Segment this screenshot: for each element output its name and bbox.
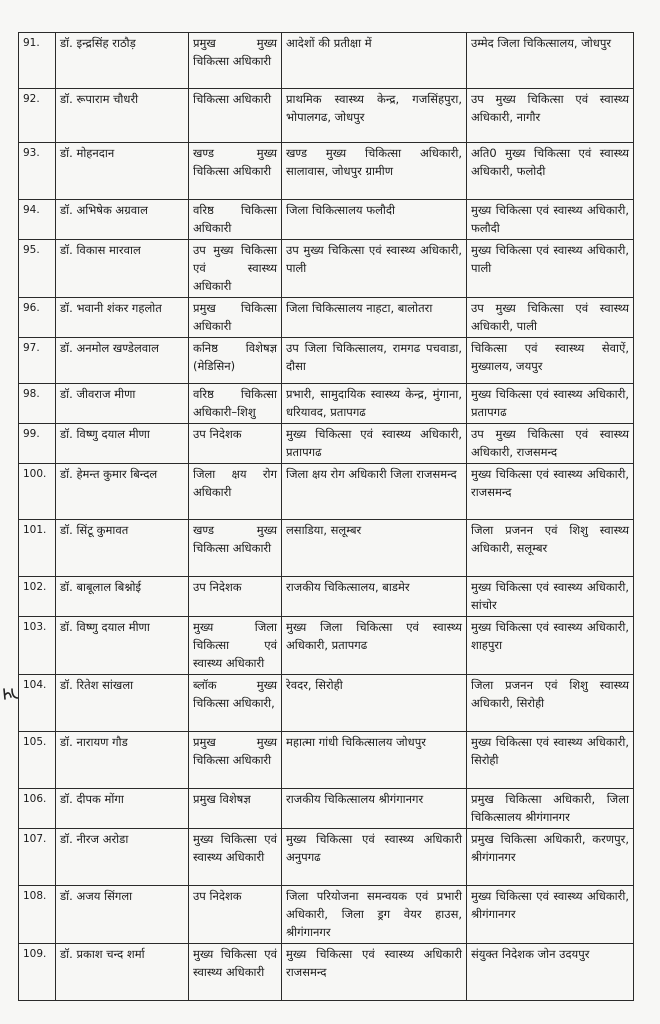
current-posting: जिला परियोजना समन्वयक एवं प्रभारी अधिकारी, जिला ड्रग वेयर हाउस, श्रीगंगानगर (282, 886, 467, 944)
officer-name: डॉ. रितेश सांखला (56, 675, 189, 732)
current-designation: ब्लॉक मुख्य चिकित्सा अधिकारी, (189, 675, 282, 732)
serial-number: 97. (19, 338, 56, 384)
officer-name: डॉ. प्रकाश चन्द शर्मा (56, 944, 189, 1001)
current-designation: उप निदेशक (189, 424, 282, 464)
current-posting: जिला क्षय रोग अधिकारी जिला राजसमन्द (282, 464, 467, 520)
serial-number: 94. (19, 200, 56, 240)
officer-name: डॉ. भवानी शंकर गहलोत (56, 298, 189, 338)
table-row (19, 829, 634, 886)
current-designation: खण्ड मुख्य चिकित्सा अधिकारी (189, 520, 282, 577)
current-designation: मुख्य जिला चिकित्सा एवं स्वास्थ्य अधिकारी (189, 617, 282, 675)
current-posting: मुख्य जिला चिकित्सा एवं स्वास्थ्य अधिकारी, प्रतापगढ (282, 617, 467, 675)
current-posting: उप जिला चिकित्सालय, रामगढ पचवाडा, दौसा (282, 338, 467, 384)
new-posting: मुख्य चिकित्सा एवं स्वास्थ्य अधिकारी, सांचोर (467, 577, 634, 617)
new-posting: अति0 मुख्य चिकित्सा एवं स्वास्थ्य अधिकारी, फलोदी (467, 143, 634, 200)
current-posting: महात्मा गांधी चिकित्सालय जोधपुर (282, 732, 467, 789)
officer-name: डॉ. जीवराज मीणा (56, 384, 189, 424)
table-row (19, 200, 634, 240)
table-row (19, 298, 634, 338)
current-designation: प्रमुख चिकित्सा अधिकारी (189, 298, 282, 338)
officer-name: डॉ. सिंटू कुमावत (56, 520, 189, 577)
current-posting: राजकीय चिकित्सालय, बाडमेर (282, 577, 467, 617)
officer-name: डॉ. नारायण गौड (56, 732, 189, 789)
current-posting: जिला चिकित्सालय फलौदी (282, 200, 467, 240)
current-designation: प्रमुख मुख्य चिकित्सा अधिकारी (189, 732, 282, 789)
officer-name: डॉ. विष्णु दयाल मीणा (56, 424, 189, 464)
table-row (19, 789, 634, 829)
serial-number: 96. (19, 298, 56, 338)
serial-number: 103. (19, 617, 56, 675)
current-designation: जिला क्षय रोग अधिकारी (189, 464, 282, 520)
new-posting: उम्मेद जिला चिकित्सालय, जोधपुर (467, 33, 634, 89)
table-body (19, 33, 634, 1001)
table-row (19, 464, 634, 520)
new-posting: प्रमुख चिकित्सा अधिकारी, जिला चिकित्सालय श्रीगंगानगर (467, 789, 634, 829)
new-posting: मुख्य चिकित्सा एवं स्वास्थ्य अधिकारी, फलौदी (467, 200, 634, 240)
table-row (19, 675, 634, 732)
table-row (19, 143, 634, 200)
officer-name: डॉ. अजय सिंगला (56, 886, 189, 944)
table-row (19, 886, 634, 944)
serial-number: 101. (19, 520, 56, 577)
new-posting: मुख्य चिकित्सा एवं स्वास्थ्य अधिकारी, शाहपुरा (467, 617, 634, 675)
current-posting: उप मुख्य चिकित्सा एवं स्वास्थ्य अधिकारी, पाली (282, 240, 467, 298)
table-row (19, 33, 634, 89)
officer-name: डॉ. मोहनदान (56, 143, 189, 200)
current-designation: कनिष्ठ विशेषज्ञ (मेडिसिन) (189, 338, 282, 384)
new-posting: उप मुख्य चिकित्सा एवं स्वास्थ्य अधिकारी, नागौर (467, 89, 634, 143)
serial-number: 100. (19, 464, 56, 520)
new-posting: मुख्य चिकित्सा एवं स्वास्थ्य अधिकारी, राजसमन्द (467, 464, 634, 520)
current-designation: उप निदेशक (189, 577, 282, 617)
serial-number: 92. (19, 89, 56, 143)
current-posting: मुख्य चिकित्सा एवं स्वास्थ्य अधिकारी राजसमन्द (282, 944, 467, 1001)
table-row (19, 520, 634, 577)
new-posting: मुख्य चिकित्सा एवं स्वास्थ्य अधिकारी, श्रीगंगानगर (467, 886, 634, 944)
table-row (19, 424, 634, 464)
new-posting: मुख्य चिकित्सा एवं स्वास्थ्य अधिकारी, पाली (467, 240, 634, 298)
new-posting: जिला प्रजनन एवं शिशु स्वास्थ्य अधिकारी, सलूम्बर (467, 520, 634, 577)
current-designation: उप निदेशक (189, 886, 282, 944)
serial-number: 93. (19, 143, 56, 200)
new-posting: मुख्य चिकित्सा एवं स्वास्थ्य अधिकारी, सिरोही (467, 732, 634, 789)
transfer-order-table (18, 32, 634, 1001)
serial-number: 106. (19, 789, 56, 829)
current-posting: मुख्य चिकित्सा एवं स्वास्थ्य अधिकारी अनुपगढ (282, 829, 467, 886)
current-posting: लसाडिया, सलूम्बर (282, 520, 467, 577)
table-row (19, 89, 634, 143)
officer-name: डॉ. हेमन्त कुमार बिन्दल (56, 464, 189, 520)
table-row (19, 944, 634, 1001)
current-posting: प्रभारी, सामुदायिक स्वास्थ्य केन्द्र, मुंगाना, धरियावद, प्रतापगढ (282, 384, 467, 424)
serial-number: 108. (19, 886, 56, 944)
current-designation: प्रमुख मुख्य चिकित्सा अधिकारी (189, 33, 282, 89)
serial-number: 98. (19, 384, 56, 424)
serial-number: 105. (19, 732, 56, 789)
current-designation: चिकित्सा अधिकारी (189, 89, 282, 143)
current-posting: रेवदर, सिरोही (282, 675, 467, 732)
officer-name: डॉ. दीपक मोंगा (56, 789, 189, 829)
table-row (19, 577, 634, 617)
handwritten-margin-mark (2, 686, 20, 702)
table-row (19, 338, 634, 384)
table-row (19, 732, 634, 789)
current-designation: मुख्य चिकित्सा एवं स्वास्थ्य अधिकारी (189, 829, 282, 886)
table-row (19, 384, 634, 424)
serial-number: 107. (19, 829, 56, 886)
table-row (19, 240, 634, 298)
new-posting: उप मुख्य चिकित्सा एवं स्वास्थ्य अधिकारी, पाली (467, 298, 634, 338)
officer-name: डॉ. रूपाराम चौधरी (56, 89, 189, 143)
serial-number: 102. (19, 577, 56, 617)
table-row (19, 617, 634, 675)
serial-number: 95. (19, 240, 56, 298)
current-posting: राजकीय चिकित्सालय श्रीगंगानगर (282, 789, 467, 829)
serial-number: 91. (19, 33, 56, 89)
new-posting: प्रमुख चिकित्सा अधिकारी, करणपुर, श्रीगंगानगर (467, 829, 634, 886)
new-posting: उप मुख्य चिकित्सा एवं स्वास्थ्य अधिकारी, राजसमन्द (467, 424, 634, 464)
current-posting: आदेशों की प्रतीक्षा में (282, 33, 467, 89)
current-posting: मुख्य चिकित्सा एवं स्वास्थ्य अधिकारी, प्रतापगढ (282, 424, 467, 464)
current-designation: वरिष्ठ चिकित्सा अधिकारी (189, 200, 282, 240)
new-posting: मुख्य चिकित्सा एवं स्वास्थ्य अधिकारी, प्रतापगढ (467, 384, 634, 424)
current-designation: मुख्य चिकित्सा एवं स्वास्थ्य अधिकारी (189, 944, 282, 1001)
serial-number: 99. (19, 424, 56, 464)
current-designation: वरिष्ठ चिकित्सा अधिकारी–शिशु (189, 384, 282, 424)
current-posting: प्राथमिक स्वास्थ्य केन्द्र, गजसिंहपुरा, भोपालगढ, जोधपुर (282, 89, 467, 143)
officer-name: डॉ. विकास मारवाल (56, 240, 189, 298)
current-posting: जिला चिकित्सालय नाहटा, बालोतरा (282, 298, 467, 338)
new-posting: चिकित्सा एवं स्वास्थ्य सेवाऐं, मुख्यालय, जयपुर (467, 338, 634, 384)
officer-name: डॉ. विष्णु दयाल मीणा (56, 617, 189, 675)
officer-name: डॉ. अभिषेक अग्रवाल (56, 200, 189, 240)
serial-number: 104. (19, 675, 56, 732)
officer-name: डॉ. बाबूलाल बिश्नोई (56, 577, 189, 617)
current-posting: खण्ड मुख्य चिकित्सा अधिकारी, सालावास, जोधपुर ग्रामीण (282, 143, 467, 200)
current-designation: प्रमुख विशेषज्ञ (189, 789, 282, 829)
serial-number: 109. (19, 944, 56, 1001)
current-designation: उप मुख्य चिकित्सा एवं स्वास्थ्य अधिकारी (189, 240, 282, 298)
new-posting: संयुक्त निदेशक जोन उदयपुर (467, 944, 634, 1001)
officer-name: डॉ. अनमोल खण्डेलवाल (56, 338, 189, 384)
officer-name: डॉ. इन्द्रसिंह राठौड़ (56, 33, 189, 89)
officer-name: डॉ. नीरज अरोडा (56, 829, 189, 886)
new-posting: जिला प्रजनन एवं शिशु स्वास्थ्य अधिकारी, सिरोही (467, 675, 634, 732)
current-designation: खण्ड मुख्य चिकित्सा अधिकारी (189, 143, 282, 200)
